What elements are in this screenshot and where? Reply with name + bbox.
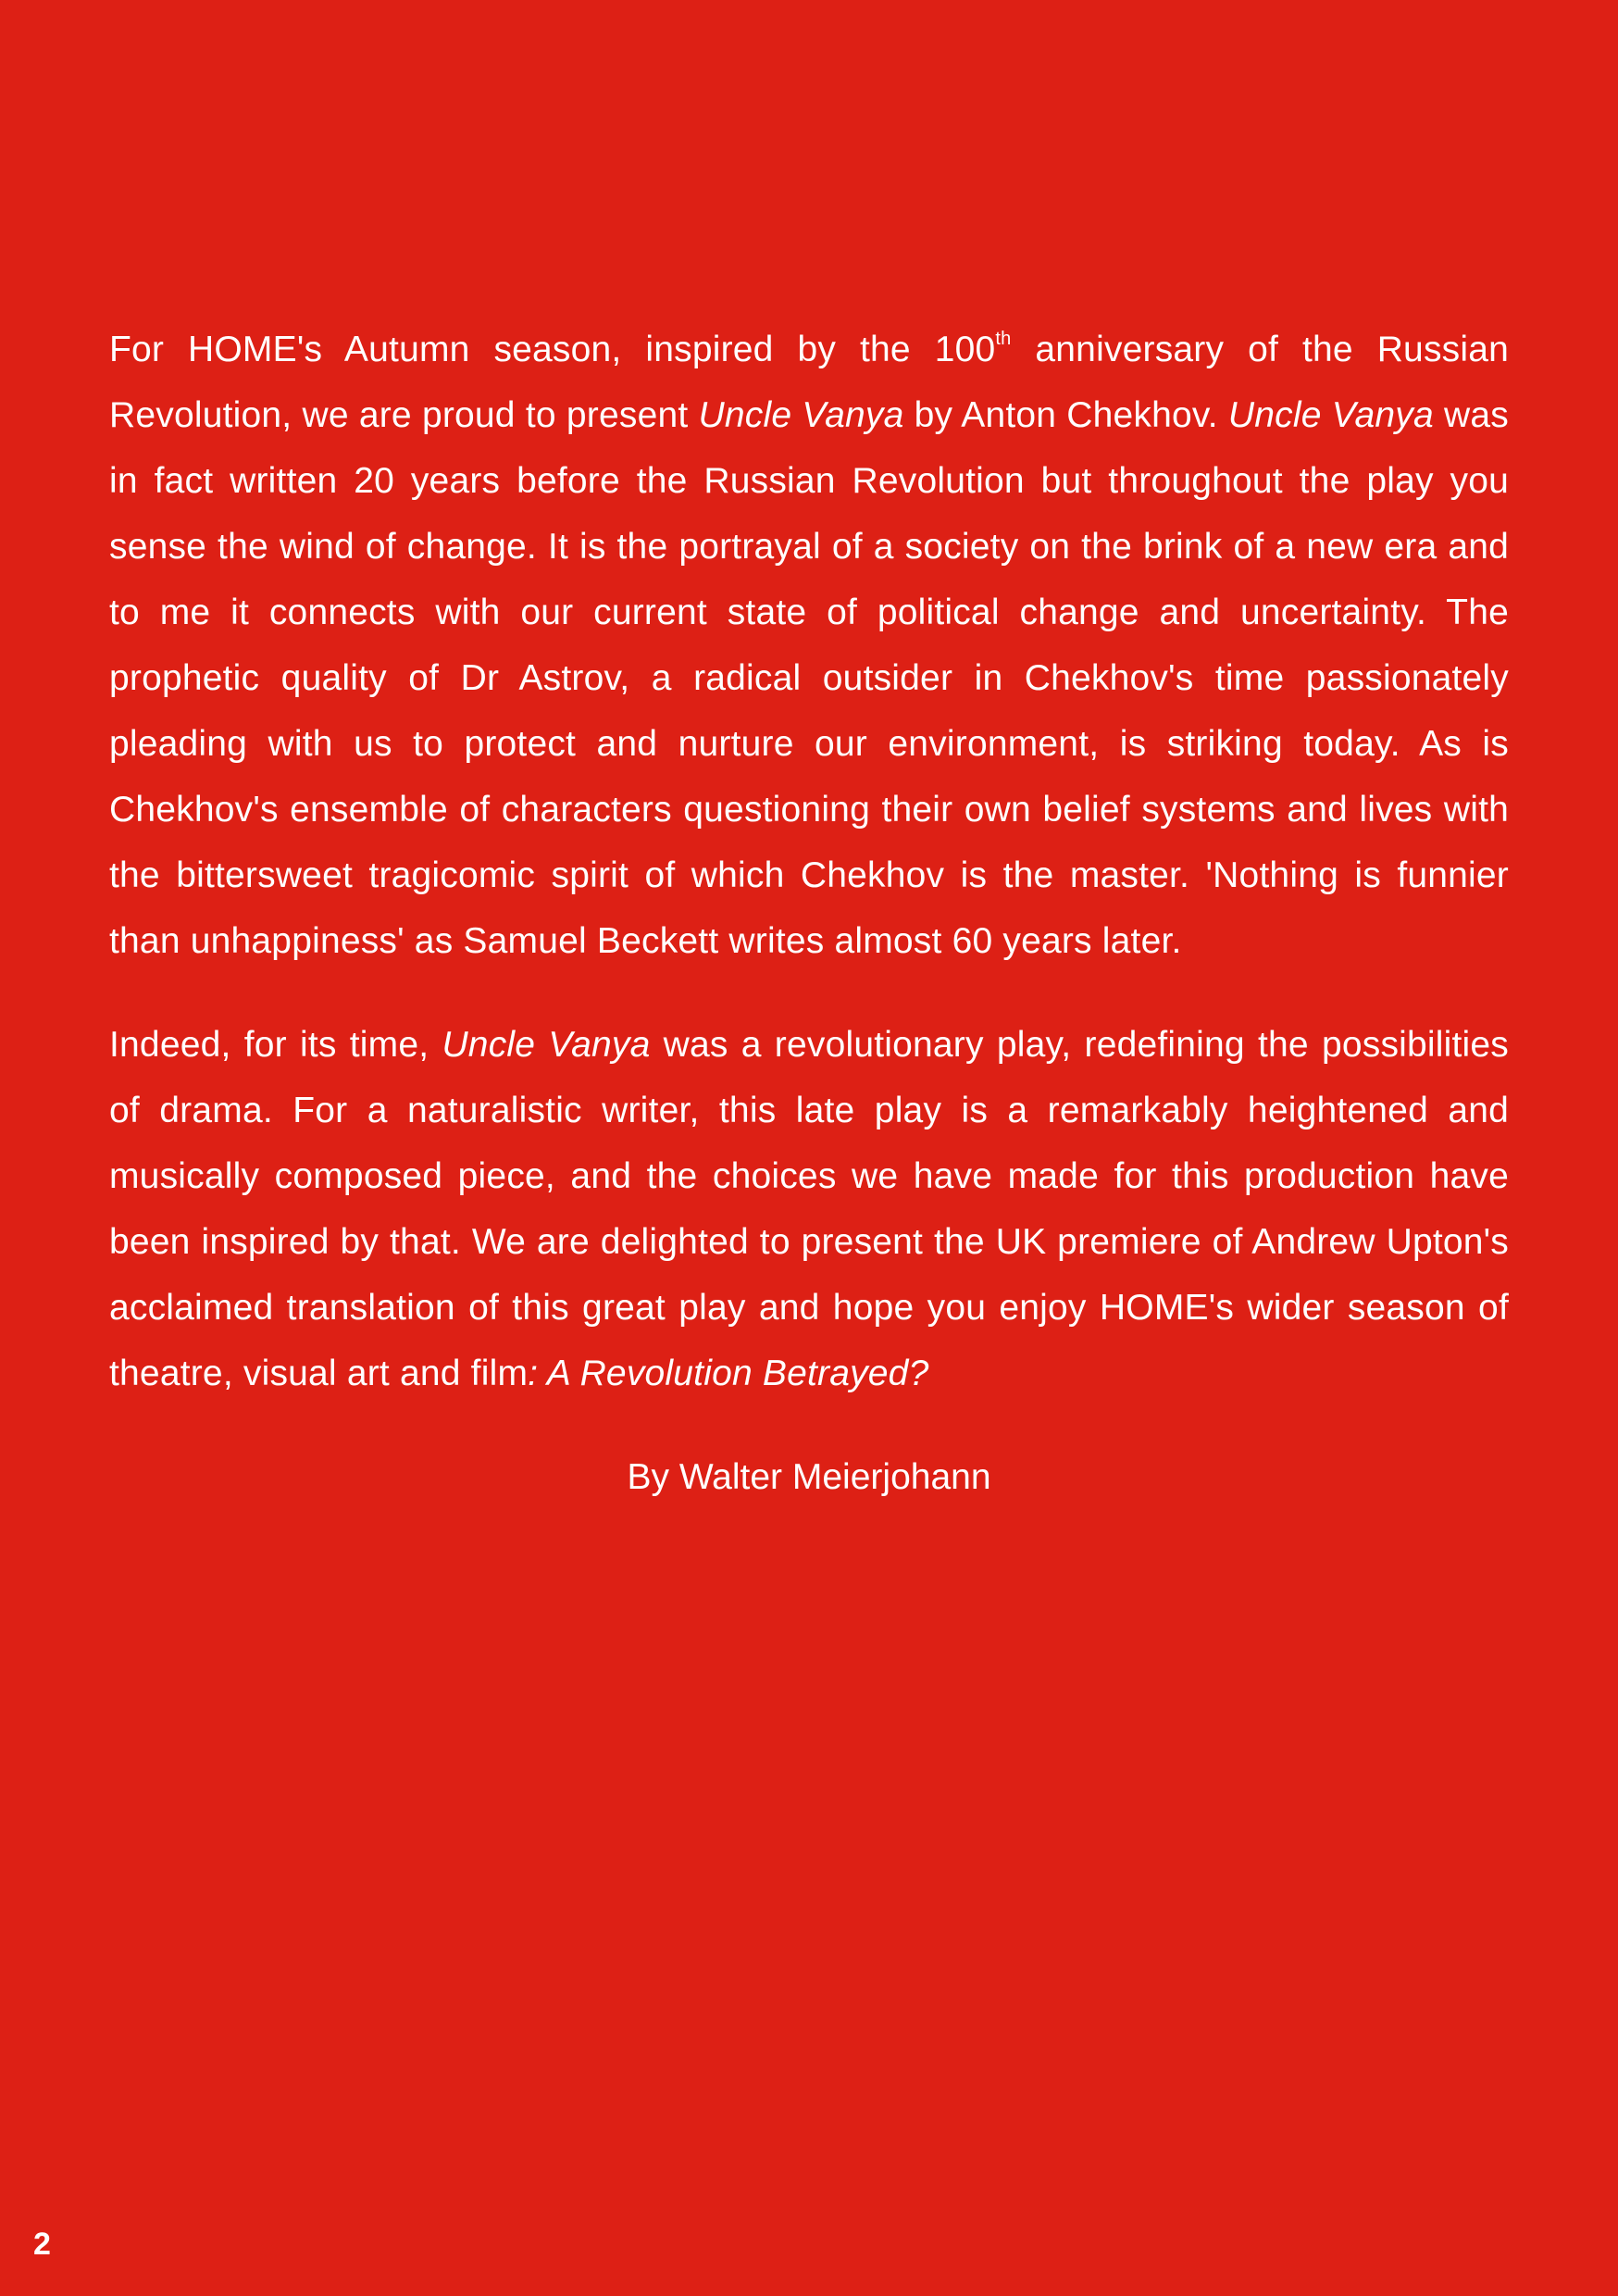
intro-text-3: by Anton Chekhov. [903,395,1228,435]
second-text-1: Indeed, for its time, [109,1025,442,1065]
play-title-uncle-vanya-2: Uncle Vanya [1227,395,1434,435]
play-title-uncle-vanya: Uncle Vanya [698,395,904,435]
play-title-uncle-vanya-3: Uncle Vanya [442,1025,651,1065]
intro-text-1: For HOME's Autumn season, inspired by the 100 [109,330,996,369]
article-body [109,317,1509,1510]
ordinal-suffix: th [995,329,1012,349]
intro-text-4: was in fact written 20 years before the Russian Revolution but throughout the play you sense the wind of change. It is the portrayal of a society on the brink of a new era and to me it connects with our current state of political change and uncertainty. The prophetic quality of Dr Astrov, a radical outsider in Chekhov's time passionately pleading with us to protect and nurture our environment, is striking today. As is Chekhov's ensemble of characters questioning their own belief systems and lives with the bittersweet tragicomic spirit of which Chekhov is the master. 'Nothing is funnier than unhappiness' as Samuel Beckett writes almost 60 years later. [109,395,1509,961]
second-text-2: was a revolutionary play, redefining the possibilities of drama. For a naturalistic writer, this late play is a remarkably heightened and musically composed piece, and the choices we have made for this production have been inspired by that. We are delighted to present the UK premiere of Andrew Upton's acclaimed translation of this great play and hope you enjoy HOME's wider season of theatre, visual art and film [109,1025,1509,1393]
season-title: : A Revolution Betrayed? [528,1354,929,1393]
intro-text-2: anniversary of the Russian Revolution, we are proud to present [109,330,1509,435]
intro-paragraph [109,317,1509,974]
page-number: 2 [33,2227,51,2262]
byline: By Walter Meierjohann [627,1457,991,1497]
second-paragraph [109,1012,1509,1406]
